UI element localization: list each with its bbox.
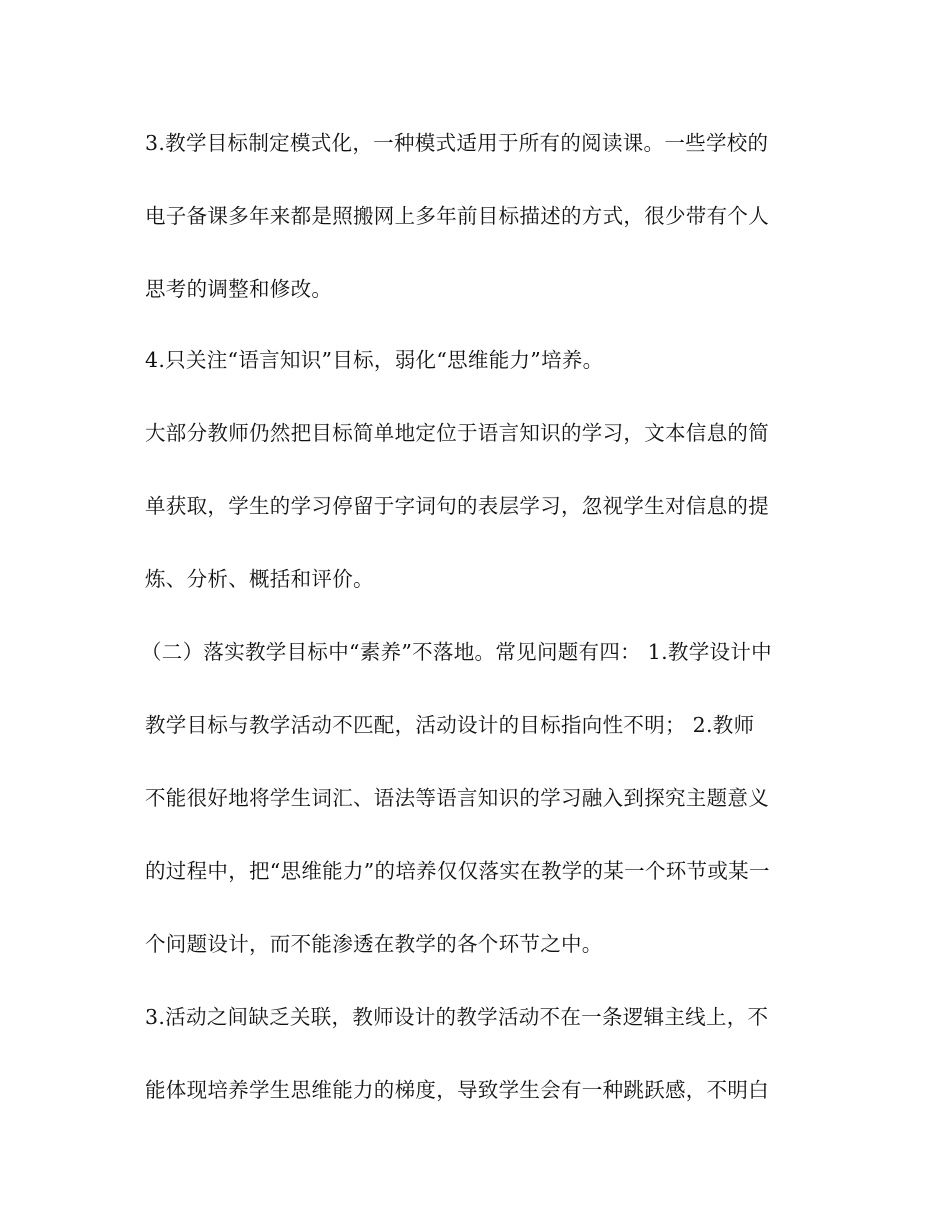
paragraph-line: 的过程中，把“思维能力”的培养仅仅落实在教学的某一个环节或某一 bbox=[145, 859, 770, 883]
paragraph-line: 思考的调整和修改。 bbox=[145, 277, 333, 301]
paragraph-line: 电子备课多年来都是照搬网上多年前目标描述的方式，很少带有个人 bbox=[145, 204, 769, 228]
paragraph-line: 能体现培养学生思维能力的梯度，导致学生会有一种跳跃感，不明白 bbox=[145, 1078, 769, 1102]
paragraph-line: 不能很好地将学生词汇、语法等语言知识的学习融入到探究主题意义 bbox=[145, 786, 769, 810]
paragraph-line: 3.教学目标制定模式化，一种模式适用于所有的阅读课。一些学校的 bbox=[145, 131, 769, 155]
paragraph-line: 个问题设计，而不能渗透在教学的各个环节之中。 bbox=[145, 932, 603, 956]
paragraph-line: 大部分教师仍然把目标简单地定位于语言知识的学习，文本信息的简 bbox=[145, 421, 769, 445]
paragraph-line: 4.只关注“语言知识”目标，弱化“思维能力”培养。 bbox=[145, 348, 604, 372]
paragraph-line: 3.活动之间缺乏关联，教师设计的教学活动不在一条逻辑主线上，不 bbox=[145, 1005, 769, 1029]
paragraph-line: 炼、分析、概括和评价。 bbox=[145, 567, 374, 591]
paragraph-line: 教学目标与教学活动不匹配，活动设计的目标指向性不明； 2.教师 bbox=[145, 713, 755, 737]
paragraph-line: 单获取，学生的学习停留于字词句的表层学习，忽视学生对信息的提 bbox=[145, 494, 769, 518]
section-heading-line: （二）落实教学目标中“素养”不落地。常见问题有四： 1.教学设计中 bbox=[141, 640, 772, 664]
